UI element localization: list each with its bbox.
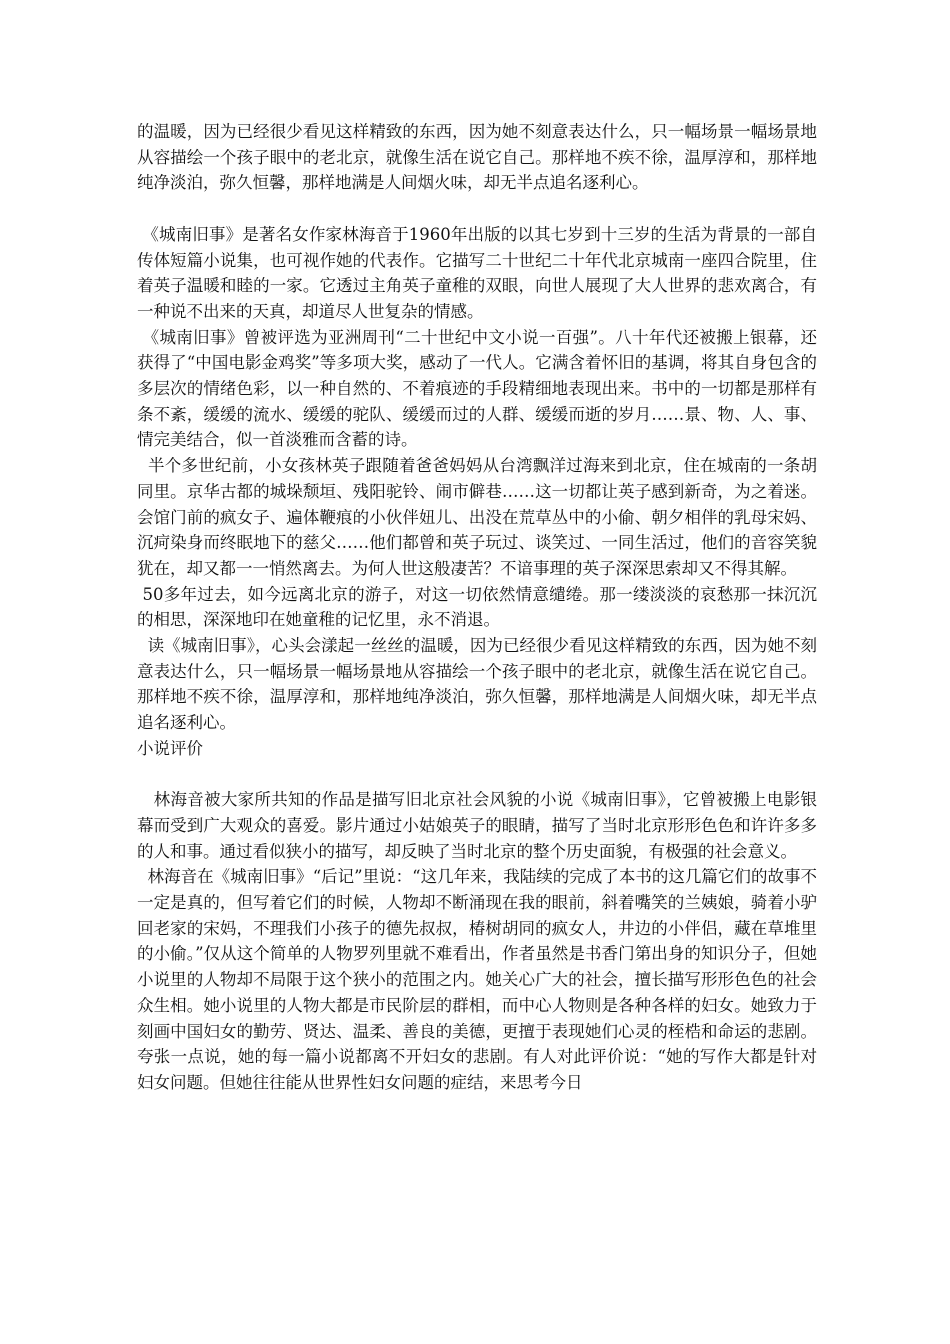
paragraph-review-afterword: 林海音在《城南旧事》“后记”里说：“这几年来，我陆续的完成了本书的这几篇它们的故事不一定是真的，但写着它们的时候，人物却不断涌现在我的眼前，斜着嘴笑的兰姨娘，骑着小驴回老家的宋妈，不理我们小孩子的德先叔叔，椿树胡同的疯女人，井边的小伴侣，藏在草堆里的小偷。”仅从这个简单的人物罗列里就不难看出，作者虽然是书香门第出身的知识分子，但她小说里的人物却不局限于这个狭小的范围之内。她关心广大的社会，擅长描写形形色色的社会众生相。她小说里的人物大都是市民阶层的群相，而中心人物则是各种各样的妇女。她致力于刻画中国妇女的勤劳、贤达、温柔、善良的美德，更擅于表现她们心灵的桎梏和命运的悲剧。夸张一点说，她的每一篇小说都离不开妇女的悲剧。有人对此评价说：“她的写作大都是针对妇女问题。但她往往能从世界性妇女问题的症结，来思考今日 [137,867,817,1092]
paragraph-book-awards: 《城南旧事》曾被评选为亚洲周刊“二十世纪中文小说一百强”。八十年代还被搬上银幕，还获得了“中国电影金鸡奖”等多项大奖，感动了一代人。它满含着怀旧的基调，将其自身包含的多层次的情绪色彩，以一种自然的、不着痕迹的手段精细地表现出来。书中的一切都是那样有条不紊，缓缓的流水、缓缓的驼队、缓缓而过的人群、缓缓而逝的岁月……景、物、人、事、情完美结合，似一首淡雅而含蓄的诗。 [137,327,818,450]
blank-line [137,196,817,222]
paragraph-fifty-years: 50多年过去，如今远离北京的游子，对这一切依然情意缱绻。那一缕淡淡的哀愁那一抹沉沉的相思，深深地印在她童稚的记忆里，永不消退。 [137,584,818,630]
blank-line [137,762,817,788]
paragraph-intro-continued: 的温暖，因为已经很少看见这样精致的东西，因为她不刻意表达什么，只一幅场景一幅场景地从容描绘一个孩子眼中的老北京，就像生活在说它自己。那样地不疾不徐，温厚淳和，那样地纯净淡泊，弥久恒馨，那样地满是人间烟火味，却无半点追名逐利心。 [137,122,817,193]
document-page [137,119,817,1096]
paragraph-story-summary: 半个多世纪前，小女孩林英子跟随着爸爸妈妈从台湾飘洋过海来到北京，住在城南的一条胡同里。京华古都的城垛颓垣、残阳驼铃、闹市僻巷……这一切都让英子感到新奇，为之着迷。会馆门前的疯女子、遍体鞭痕的小伙伴妞儿、出没在荒草丛中的小偷、朝夕相伴的乳母宋妈、沉疴染身而终眠地下的慈父……他们都曾和英子玩过、谈笑过、一同生活过，他们的音容笑貌犹在，却又都一一悄然离去。为何人世这般凄苦？不谙事理的英子深深思索却又不得其解。 [137,456,818,578]
paragraph-reading-feeling: 读《城南旧事》，心头会漾起一丝丝的温暖，因为已经很少看见这样精致的东西，因为她不刻意表达什么，只一幅场景一幅场景地从容描绘一个孩子眼中的老北京，就像生活在说它自己。那样地不疾不徐，温厚淳和，那样地纯净淡泊，弥久恒馨，那样地满是人间烟火味，却无半点追名逐利心。 [137,636,818,733]
section-heading-novel-review: 小说评价 [137,738,203,758]
paragraph-book-overview: 《城南旧事》是著名女作家林海音于1960年出版的以其七岁到十三岁的生活为背景的一部自传体短篇小说集，也可视作她的代表作。它描写二十世纪二十年代北京城南一座四合院里，住着英子温暖和睦的一家。它透过主角英子童稚的双眼，向世人展现了大人世界的悲欢离合，有一种说不出来的天真，却道尽人世复杂的情感。 [137,224,817,321]
paragraph-review-film: 林海音被大家所共知的作品是描写旧北京社会风貌的小说《城南旧事》，它曾被搬上电影银幕而受到广大观众的喜爱。影片通过小姑娘英子的眼睛，描写了当时北京形形色色和许许多多的人和事。通过看似狭小的描写，却反映了当时北京的整个历史面貌，有极强的社会意义。 [137,790,817,861]
